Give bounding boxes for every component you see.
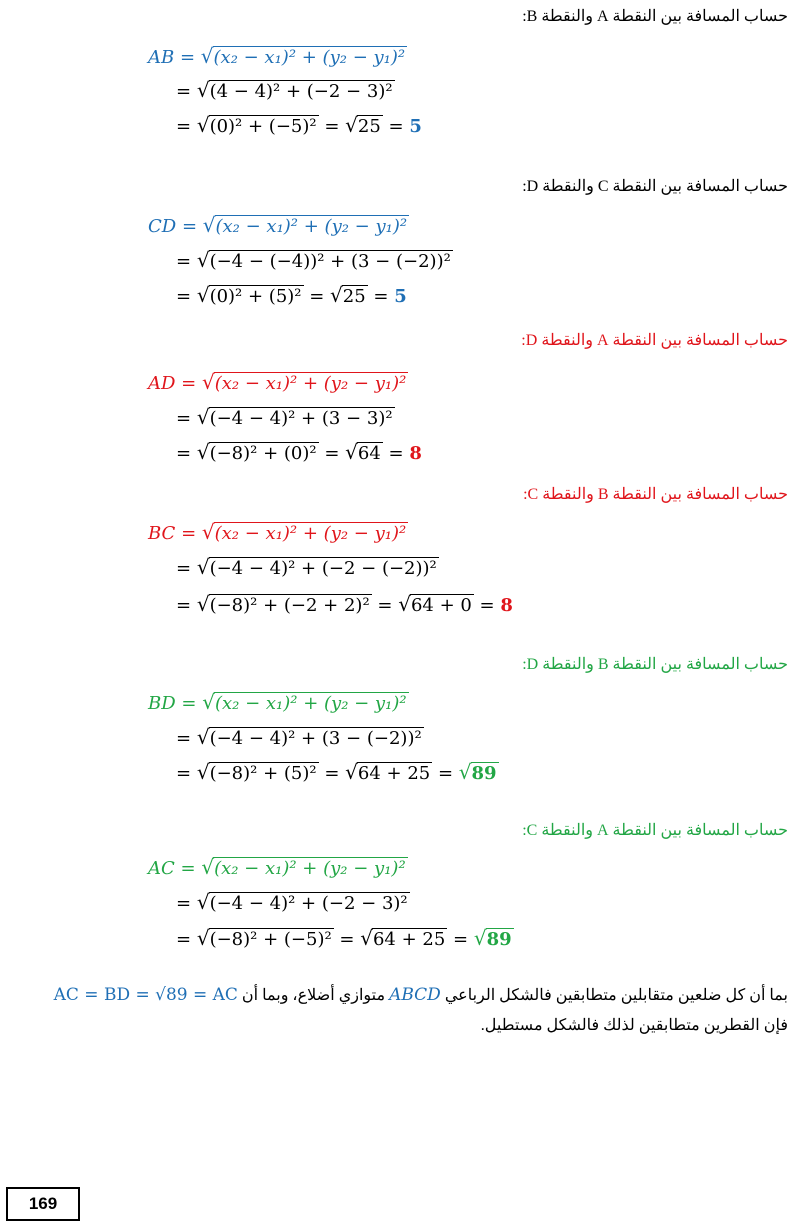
diagonal-equality: AC = BD = √89 = AC bbox=[53, 985, 238, 1005]
substitution-cd: = √(−4 − (−4))² + (3 − (−2))² bbox=[176, 248, 451, 272]
formula-ab: AB = √(x₂ − x₁)² + (y₂ − y₁)² bbox=[148, 44, 406, 68]
heading-ac: حساب المسافة بين النقطة A والنقطة C: bbox=[522, 822, 788, 839]
result-ab: = √(0)² + (−5)² = √25 = 5 bbox=[176, 113, 422, 137]
result-ad: = √(−8)² + (0)² = √64 = 8 bbox=[176, 440, 422, 464]
result-bd: = √(−8)² + (5)² = √64 + 25 = √89 bbox=[176, 760, 497, 784]
page-number: 169 bbox=[6, 1187, 80, 1221]
substitution-bd: = √(−4 − 4)² + (3 − (−2))² bbox=[176, 725, 422, 749]
substitution-ab: = √(4 − 4)² + (−2 − 3)² bbox=[176, 78, 393, 102]
substitution-bc: = √(−4 − 4)² + (−2 − (−2))² bbox=[176, 555, 437, 579]
formula-bc: BC = √(x₂ − x₁)² + (y₂ − y₁)² bbox=[148, 520, 407, 544]
formula-cd: CD = √(x₂ − x₁)² + (y₂ − y₁)² bbox=[148, 213, 408, 237]
conclusion: بما أن كل ضلعين متقابلين متطابقين فالشكل الرباعي ABCD متوازي أضلاع، وبما أن AC = BD = √89 = AC فإن القطرين متطابقين لذلك فالشكل مستطيل. bbox=[53, 985, 788, 1034]
formula-bd: BD = √(x₂ − x₁)² + (y₂ − y₁)² bbox=[148, 690, 407, 714]
substitution-ad: = √(−4 − 4)² + (3 − 3)² bbox=[176, 405, 393, 429]
result-ac: = √(−8)² + (−5)² = √64 + 25 = √89 bbox=[176, 926, 512, 950]
shape-name: ABCD bbox=[389, 985, 441, 1005]
heading-bc: حساب المسافة بين النقطة B والنقطة C: bbox=[523, 486, 788, 503]
result-cd: = √(0)² + (5)² = √25 = 5 bbox=[176, 283, 407, 307]
heading-ad: حساب المسافة بين النقطة A والنقطة D: bbox=[521, 332, 788, 349]
formula-ac: AC = √(x₂ − x₁)² + (y₂ − y₁)² bbox=[148, 855, 406, 879]
heading-cd: حساب المسافة بين النقطة C والنقطة D: bbox=[522, 178, 788, 195]
result-bc: = √(−8)² + (−2 + 2)² = √64 + 0 = 8 bbox=[176, 592, 513, 616]
substitution-ac: = √(−4 − 4)² + (−2 − 3)² bbox=[176, 890, 408, 914]
formula-ad: AD = √(x₂ − x₁)² + (y₂ − y₁)² bbox=[148, 370, 407, 394]
heading-bd: حساب المسافة بين النقطة B والنقطة D: bbox=[522, 656, 788, 673]
heading-ab: حساب المسافة بين النقطة A والنقطة B: bbox=[522, 8, 788, 25]
